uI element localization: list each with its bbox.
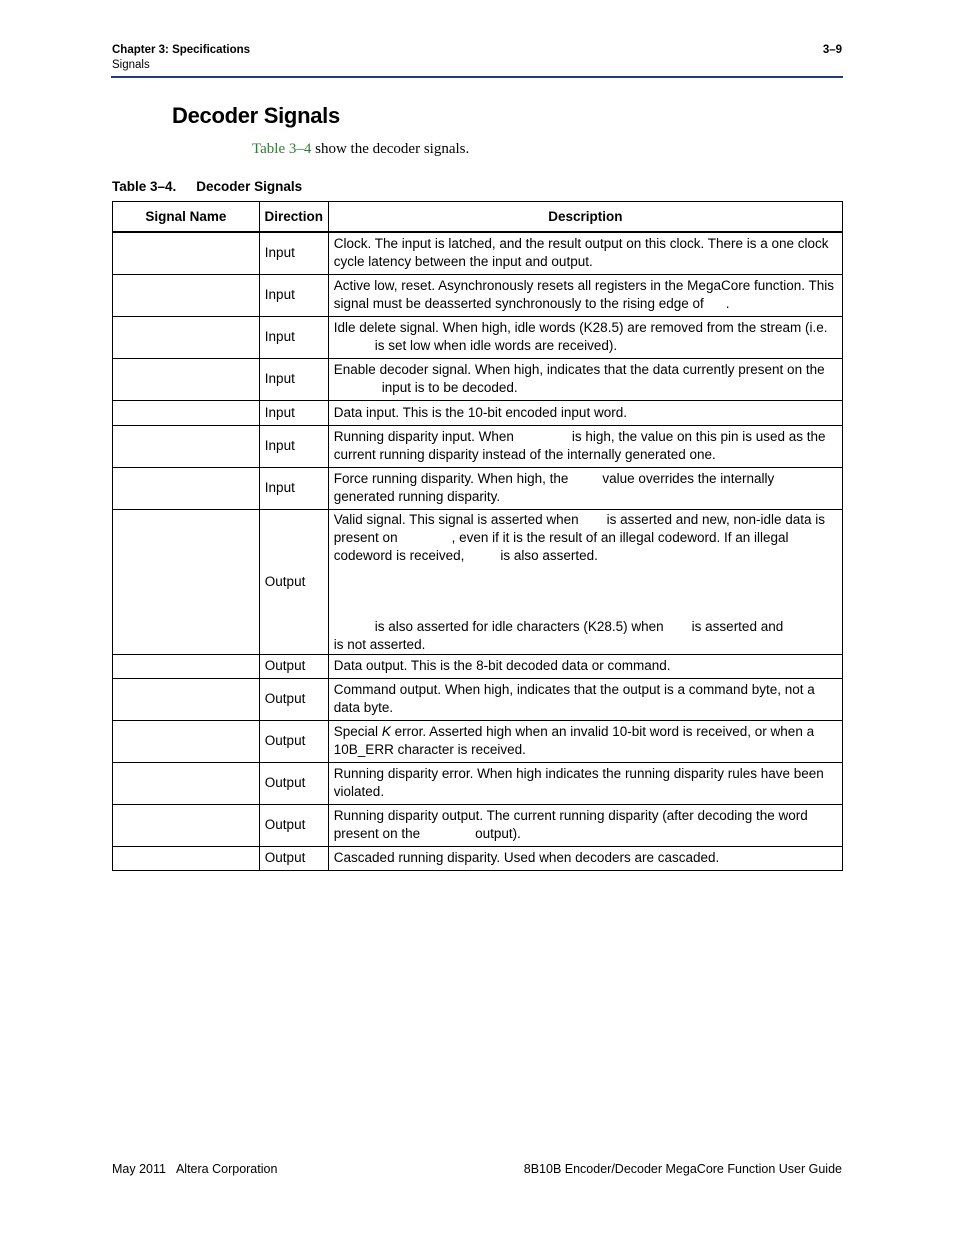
description-text: is asserted and (691, 618, 784, 634)
table-row (113, 232, 843, 274)
description-text: Idle delete signal. When high, idle words (K28.5) are removed from the stream (i.e. (333, 320, 828, 335)
direction-cell: Input (259, 316, 328, 358)
table-row (113, 509, 843, 654)
table-row (113, 358, 843, 400)
direction-cell: Input (259, 400, 328, 425)
signal-name-cell (113, 425, 260, 467)
description-cell (328, 846, 842, 870)
description-text: Force running disparity. When high, the (333, 471, 569, 486)
description-text: is high, the value on this pin is used as the current running disparity instead of the internally generated one. (333, 429, 826, 462)
section-title: Decoder Signals (172, 103, 340, 128)
signal-name-cell (113, 316, 260, 358)
description-cell (328, 358, 842, 400)
description-text: value overrides the internally generated running disparity. (333, 471, 775, 504)
description-text: error. Asserted high when an invalid 10-bit word is received, or when a 10B_ERR character is received. (333, 724, 815, 757)
description-italic-text: K (381, 724, 391, 739)
description-text: . (725, 296, 730, 311)
description-cell (328, 232, 842, 274)
signal-name-cell (113, 467, 260, 509)
description-text: Cascaded running disparity. Used when decoders are cascaded. (333, 850, 720, 865)
description-text: Data input. This is the 10-bit encoded input word. (333, 404, 627, 420)
table-row (113, 654, 843, 678)
description-text: is not asserted. (333, 636, 426, 652)
table-row (113, 316, 843, 358)
description-text: is also asserted for idle characters (K28.5) when (374, 618, 664, 634)
description-text: Running disparity output. The current running disparity (after decoding the word present on the (333, 808, 808, 841)
footer-date: May 2011 (112, 1162, 166, 1176)
description-cell (328, 720, 842, 762)
description-text: present on (333, 529, 398, 545)
footer-left (112, 1162, 277, 1176)
description-text: Command output. When high, indicates that the output is a command byte, not a data byte. (333, 682, 815, 715)
signal-name-cell (113, 400, 260, 425)
direction-cell: Input (259, 467, 328, 509)
signal-name-cell (113, 846, 260, 870)
table-caption-number: Table 3–4. (112, 179, 177, 194)
signal-name-cell (113, 232, 260, 274)
header-rule (111, 76, 843, 78)
signal-name-cell (113, 804, 260, 846)
table-row (113, 804, 843, 846)
intro-paragraph (252, 141, 469, 158)
direction-cell: Input (259, 425, 328, 467)
column-header-signal-name: Signal Name (113, 202, 260, 233)
description-text: Running disparity input. When (333, 429, 514, 444)
table-row (113, 846, 843, 870)
running-header-section: Signals (112, 59, 150, 71)
description-text: , even if it is the result of an illegal codeword. If an illegal (451, 529, 789, 545)
running-header-chapter: Chapter 3: Specifications (112, 44, 251, 56)
table-row (113, 467, 843, 509)
direction-cell: Output (259, 509, 328, 654)
description-cell (328, 274, 842, 316)
table-row (113, 720, 843, 762)
description-text: is asserted and new, non-idle data is (606, 511, 826, 527)
table-row (113, 425, 843, 467)
table-cross-reference-link[interactable]: Table 3–4 (252, 141, 312, 157)
description-text: Enable decoder signal. When high, indicates that the data currently present on the (333, 362, 825, 377)
table-row (113, 400, 843, 425)
description-text: codeword is received, (333, 547, 465, 563)
signal-name-cell (113, 509, 260, 654)
description-cell (328, 316, 842, 358)
direction-cell: Output (259, 846, 328, 870)
description-cell (328, 762, 842, 804)
direction-cell: Input (259, 358, 328, 400)
description-cell (328, 804, 842, 846)
description-cell (328, 509, 842, 654)
table-caption-title: Decoder Signals (196, 179, 303, 194)
table-row (113, 274, 843, 316)
intro-text: show the decoder signals. (311, 141, 470, 157)
description-text: Active low, reset. Asynchronously resets all registers in the MegaCore function. This signal must be deasserted synchronously to the rising edge of (333, 278, 835, 311)
direction-cell: Output (259, 654, 328, 678)
direction-cell: Output (259, 678, 328, 720)
description-text: Clock. The input is latched, and the result output on this clock. There is a one clock cycle latency between the input and output. (333, 236, 829, 270)
description-text: Running disparity error. When high indicates the running disparity rules have been violated. (333, 766, 824, 799)
table-caption (112, 179, 302, 194)
column-header-description: Description (328, 202, 842, 233)
description-text: Data output. This is the 8-bit decoded data or command. (333, 658, 671, 673)
description-text: Valid signal. This signal is asserted when (333, 511, 579, 527)
signal-name-cell (113, 358, 260, 400)
signal-name-cell (113, 720, 260, 762)
signal-name-cell (113, 654, 260, 678)
description-cell (328, 425, 842, 467)
column-header-direction: Direction (259, 202, 328, 233)
description-text: output). (475, 826, 521, 841)
decoder-signals-table (112, 201, 843, 871)
signal-name-cell (113, 274, 260, 316)
direction-cell: Output (259, 720, 328, 762)
direction-cell: Input (259, 232, 328, 274)
footer-company: Altera Corporation (175, 1162, 278, 1176)
signal-name-cell (113, 678, 260, 720)
table-row (113, 678, 843, 720)
description-cell (328, 400, 842, 425)
direction-cell: Output (259, 762, 328, 804)
direction-cell: Output (259, 804, 328, 846)
table-header-row (113, 202, 843, 233)
description-text: input is to be decoded. (381, 380, 518, 395)
description-text: is also asserted. (500, 547, 598, 563)
table-row (113, 762, 843, 804)
description-text: Special (333, 724, 379, 739)
description-text: is set low when idle words are received). (374, 338, 618, 353)
signal-name-cell (113, 762, 260, 804)
page-number: 3–9 (822, 44, 842, 56)
description-cell (328, 654, 842, 678)
description-cell (328, 678, 842, 720)
direction-cell: Input (259, 274, 328, 316)
footer-doc-title: 8B10B Encoder/Decoder MegaCore Function User Guide (523, 1162, 842, 1176)
description-cell (328, 467, 842, 509)
